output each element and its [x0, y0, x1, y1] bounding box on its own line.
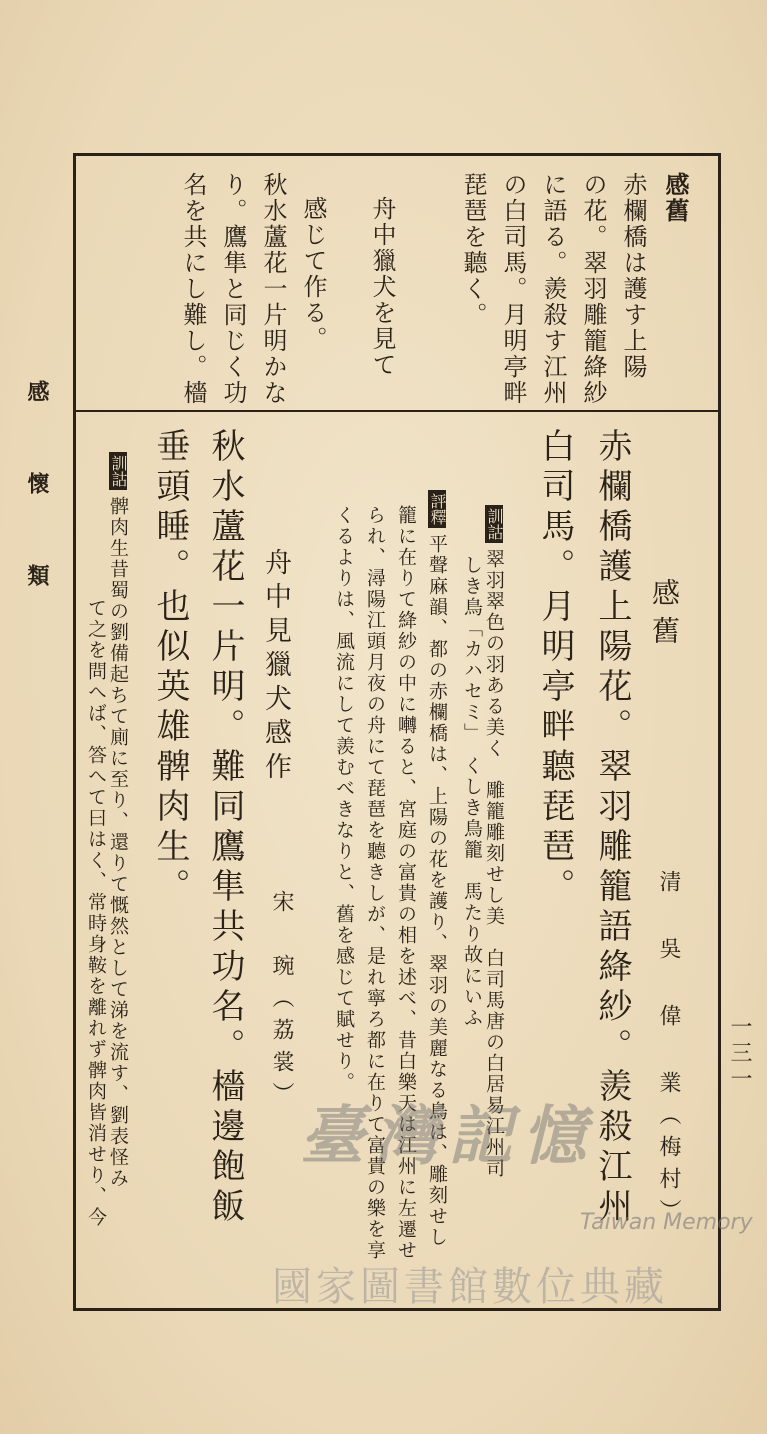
header-line: 名を共にし難し。檣	[179, 172, 207, 406]
header-line: 赤欄橋は護す上陽	[619, 172, 647, 380]
gloss-line: て之を問へば、答へて曰はく、常時身鞍を離れず髀肉皆消せり、今	[85, 598, 107, 1228]
header-title-2: 舟中獵犬を見て	[368, 196, 396, 378]
gloss-tag: 訓詁	[109, 452, 127, 490]
poem1-line: 赤欄橋護上陽花。翠羽雕籠語絳紗。羨殺江州	[592, 428, 632, 1228]
poem2-line: 秋水蘆花一片明。難同鷹隼共功名。檣邊飽飯	[205, 428, 245, 1228]
poem1-gloss-line-2: しき鳥「カハセミ」 くしき鳥籠 馬たり故にいふ	[461, 555, 483, 1029]
section-divider	[73, 410, 721, 412]
header-line: の白司馬。月明亭畔	[499, 172, 527, 406]
poem2-gloss	[108, 452, 127, 1189]
poem1-gloss	[484, 505, 503, 1179]
header-line: に語る。羨殺す江州	[539, 172, 567, 406]
watermark-logo: 臺灣記憶	[300, 1099, 596, 1174]
header-line: 琵琶を聽く。	[459, 172, 487, 328]
watermark-english: Taiwan Memory	[580, 1210, 753, 1235]
poem1-line: 白司馬。月明亭畔聽琵琶。	[535, 428, 575, 908]
watermark-chinese: 國家圖書館數位典藏	[272, 1264, 668, 1310]
commentary-tag: 評釋	[428, 490, 446, 528]
poem2-title: 舟中見獵犬感作	[260, 548, 291, 786]
poem1-title: 感舊	[648, 578, 681, 654]
gloss-line: 髀肉生昔蜀の劉備起ちて廁に至り、還りて慨然として涕を流す、劉表怪み	[107, 496, 129, 1189]
header-line: り。鷹隼と同じく功	[219, 172, 247, 406]
poem2-author: 宋 琬（荔裳）	[269, 890, 294, 1114]
page-number: 一三一	[727, 1015, 752, 1093]
header-line: の花。翠羽雕籠絳紗	[579, 172, 607, 406]
commentary-line: られ、潯陽江頭月夜の舟にて琵琶を聽きしが、是れ寧ろ都に在りて富貴の樂を享	[364, 505, 386, 1261]
header-title: 感舊	[661, 172, 690, 224]
poem1-author: 清 吳 偉 業（梅村）	[656, 870, 681, 1231]
commentary-line: 平聲麻韻、都の赤欄橋は、上陽の花を護り、翠羽の美麗なる鳥は、雕刻せし	[426, 534, 448, 1248]
header-line: 感じて作る。	[299, 196, 327, 352]
poem2-line: 垂頭睡。也似英雄髀肉生。	[150, 428, 190, 908]
header-line: 秋水蘆花一片明かな	[259, 172, 287, 406]
gloss-tag: 訓詁	[485, 505, 503, 543]
commentary-line: 籠に在りて絳紗の中に囀ると、宮庭の富貴の相を述べ、昔白樂天は江州に左遷せ	[395, 505, 417, 1261]
gloss-line: 翠羽翠色の羽ある美く 雕籠雕刻せし美 白司馬唐の白居易江州司	[483, 549, 505, 1179]
category-label: 感 懷 類	[24, 380, 50, 608]
commentary-line: くるよりは、風流にして羨むべきなりと、舊を感じて賦せり。	[333, 505, 355, 1093]
